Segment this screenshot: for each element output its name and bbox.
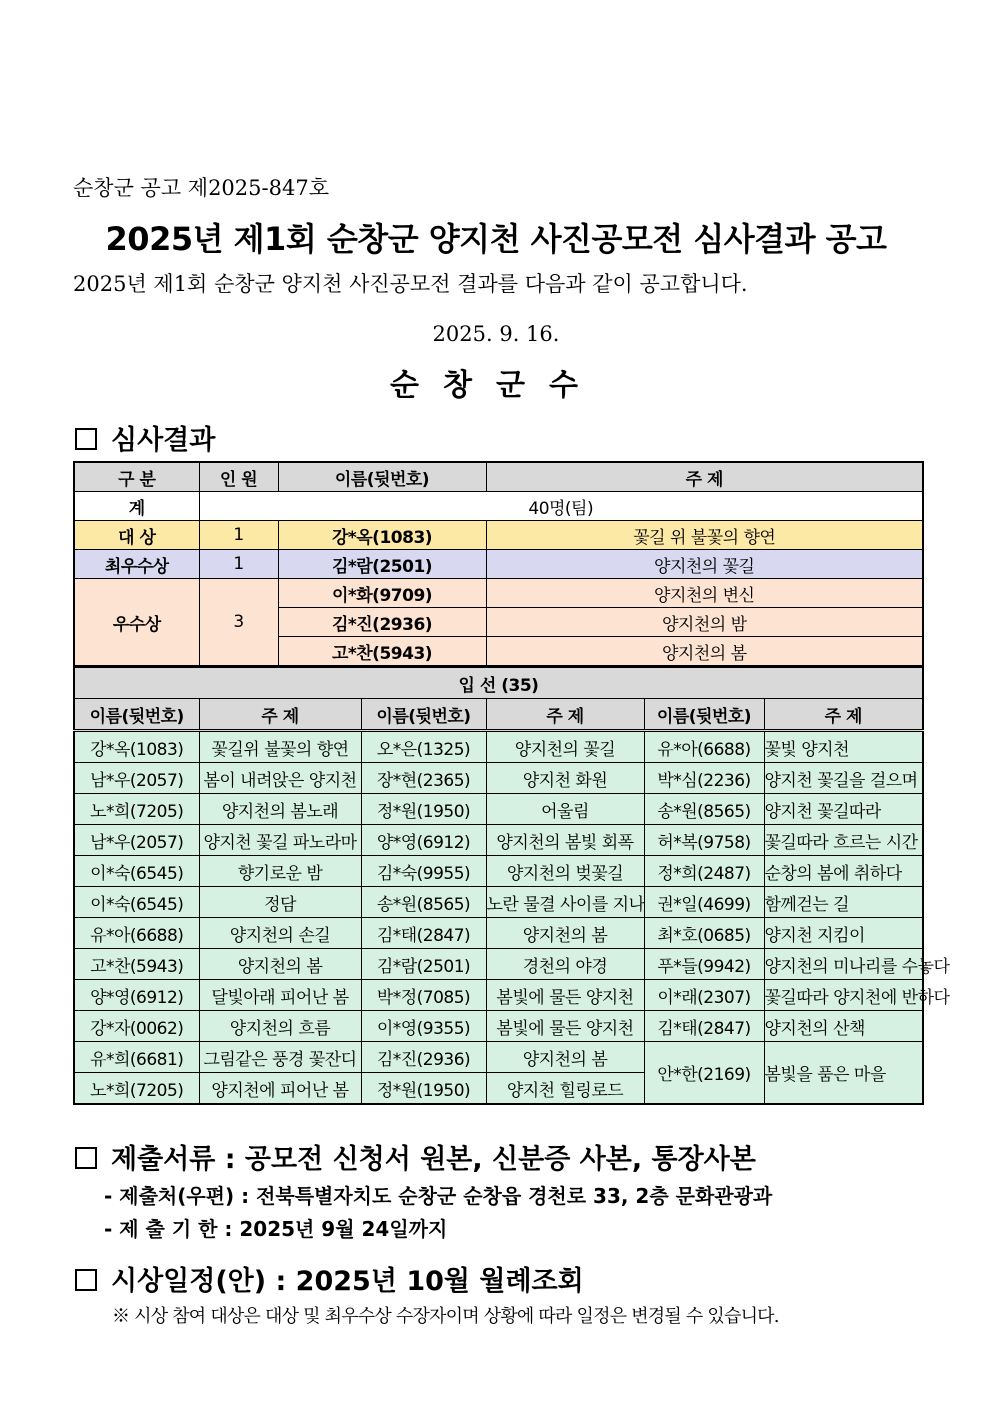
header-count: 인 원 [199, 462, 278, 492]
entrant-name: 푸*들(9942) [644, 949, 764, 980]
entrant-name: 김*진(2936) [361, 1042, 486, 1073]
issuer: 순창군수 [390, 368, 602, 403]
header-name: 이름(뒷번호) [74, 699, 199, 731]
table-header-row [74, 462, 923, 492]
header-theme: 주 제 [486, 462, 923, 492]
entrant-name: 정*원(1950) [361, 1073, 486, 1105]
ceremony-heading-text: 시상일정(안) : 2025년 10월 월례조회 [111, 1266, 584, 1297]
entry-theme: 함께걷는 길 [764, 887, 923, 918]
entrant-name: 김*태(2847) [644, 1011, 764, 1042]
entrant-name: 허*복(9758) [644, 825, 764, 856]
entry-theme: 어울림 [486, 794, 644, 825]
checkbox-square-icon [75, 428, 97, 450]
entrant-name: 이*영(9355) [361, 1011, 486, 1042]
entrant-name: 송*원(8565) [361, 887, 486, 918]
table-row [74, 731, 923, 763]
award-count: 3 [199, 579, 278, 667]
winner-theme: 양지천의 변신 [486, 579, 923, 608]
entry-theme: 봄빛에 물든 양지천 [486, 980, 644, 1011]
entrant-name: 정*원(1950) [361, 794, 486, 825]
entry-theme: 양지천에 피어난 봄 [199, 1073, 361, 1105]
header-name: 이름(뒷번호) [278, 462, 486, 492]
entry-theme: 양지천의 흐름 [199, 1011, 361, 1042]
total-value: 40명(팀) [199, 492, 923, 521]
entry-theme: 양지천의 봄 [486, 1042, 644, 1073]
entrant-name: 박*정(7085) [361, 980, 486, 1011]
entrant-name: 노*희(7205) [74, 794, 199, 825]
checkbox-square-icon [75, 1269, 97, 1291]
table-row [74, 980, 923, 1011]
intro-text: 2025년 제1회 순창군 양지천 사진공모전 결과를 다음과 같이 공고합니다. [73, 272, 748, 296]
header-name: 이름(뒷번호) [644, 699, 764, 731]
entrant-name: 노*희(7205) [74, 1073, 199, 1105]
entry-theme: 노란 물결 사이를 지나 [486, 887, 644, 918]
winner-theme: 양지천의 밤 [486, 608, 923, 637]
winner-name: 김*진(2936) [278, 608, 486, 637]
header-theme: 주 제 [199, 699, 361, 731]
entry-theme: 양지천 꽃길따라 [764, 794, 923, 825]
table-row [74, 1042, 923, 1073]
entry-theme: 그림같은 풍경 꽃잔디 [199, 1042, 361, 1073]
ceremony-note: ※ 시상 참여 대상은 대상 및 최우수상 수장자이며 상황에 따라 일정은 변경될 수 있습니다. [112, 1306, 779, 1327]
entrant-name: 장*현(2365) [361, 763, 486, 794]
entry-theme: 꽃길따라 흐르는 시간 [764, 825, 923, 856]
entrant-name: 오*은(1325) [361, 731, 486, 763]
entrant-name: 이*숙(6545) [74, 856, 199, 887]
table-row [74, 825, 923, 856]
entry-theme: 봄이 내려앉은 양지천 [199, 763, 361, 794]
entrant-name: 박*심(2236) [644, 763, 764, 794]
notice-number: 순창군 공고 제2025-847호 [73, 176, 329, 200]
documents-heading [75, 1137, 756, 1176]
entry-theme: 꽃길따라 양지천에 반하다 [764, 980, 923, 1011]
entry-theme: 양지천의 미나리를 수놓다 [764, 949, 923, 980]
notice-date: 2025. 9. 16. [432, 322, 560, 346]
entrant-name: 안*한(2169) [644, 1042, 764, 1105]
entrant-name: 이*래(2307) [644, 980, 764, 1011]
entry-theme: 양지천 지킴이 [764, 918, 923, 949]
selected-label-row [74, 667, 923, 699]
entry-theme: 양지천의 손길 [199, 918, 361, 949]
checkbox-square-icon [75, 1147, 97, 1169]
header-theme: 주 제 [486, 699, 644, 731]
entrant-name: 김*람(2501) [361, 949, 486, 980]
entrant-name: 유*아(6688) [74, 918, 199, 949]
award-label: 대 상 [74, 521, 199, 550]
submission-place: - 제출처(우편) : 전북특별자치도 순창군 순창읍 경천로 33, 2층 문화관광과 [104, 1184, 773, 1208]
table-row [74, 856, 923, 887]
merit-prize-row [74, 579, 923, 608]
entry-theme: 달빛아래 피어난 봄 [199, 980, 361, 1011]
selected-table [73, 666, 950, 1105]
award-count: 1 [199, 550, 278, 579]
header-name: 이름(뒷번호) [361, 699, 486, 731]
entry-theme: 양지천의 봄빛 회폭 [486, 825, 644, 856]
table-row [74, 918, 923, 949]
page-title: 2025년 제1회 순창군 양지천 사진공모전 심사결과 공고 [105, 220, 887, 258]
entrant-name: 유*희(6681) [74, 1042, 199, 1073]
entry-theme: 양지천 힐링로드 [486, 1073, 644, 1105]
table-row [74, 794, 923, 825]
table-row [74, 949, 923, 980]
section-result-label: 심사결과 [111, 425, 216, 456]
entrant-name: 김*숙(9955) [361, 856, 486, 887]
entrant-name: 송*원(8565) [644, 794, 764, 825]
entrant-name: 강*자(0062) [74, 1011, 199, 1042]
documents-heading-text: 제출서류 : 공모전 신청서 원본, 신분증 사본, 통장사본 [111, 1144, 756, 1175]
section-result-heading [75, 418, 215, 457]
entry-theme: 양지천의 벚꽃길 [486, 856, 644, 887]
entrant-name: 최*호(0685) [644, 918, 764, 949]
entry-theme: 양지천의 봄 [486, 918, 644, 949]
entry-theme: 양지천의 봄노래 [199, 794, 361, 825]
entry-theme: 양지천의 봄 [199, 949, 361, 980]
entry-theme: 양지천 꽃길 파노라마 [199, 825, 361, 856]
entrant-name: 강*옥(1083) [74, 731, 199, 763]
award-count: 1 [199, 521, 278, 550]
selected-header-row [74, 699, 923, 731]
entry-theme: 양지천의 꽃길 [486, 731, 644, 763]
grand-prize-row [74, 521, 923, 550]
entrant-name: 남*우(2057) [74, 825, 199, 856]
header-category: 구 분 [74, 462, 199, 492]
header-theme: 주 제 [764, 699, 923, 731]
winner-name: 김*람(2501) [278, 550, 486, 579]
entrant-name: 김*태(2847) [361, 918, 486, 949]
entry-theme: 양지천 화원 [486, 763, 644, 794]
selected-label: 입 선 (35) [74, 667, 923, 699]
entrant-name: 남*우(2057) [74, 763, 199, 794]
entrant-name: 고*찬(5943) [74, 949, 199, 980]
entrant-name: 권*일(4699) [644, 887, 764, 918]
ceremony-heading [75, 1259, 584, 1298]
winner-name: 강*옥(1083) [278, 521, 486, 550]
award-label: 우수상 [74, 579, 199, 667]
entry-theme: 순창의 봄에 취하다 [764, 856, 923, 887]
entry-theme: 경천의 야경 [486, 949, 644, 980]
winner-name: 고*찬(5943) [278, 637, 486, 667]
submission-deadline: - 제 출 기 한 : 2025년 9월 24일까지 [104, 1217, 448, 1241]
entrant-name: 정*희(2487) [644, 856, 764, 887]
award-label: 최우수상 [74, 550, 199, 579]
summary-table [73, 461, 924, 667]
entry-theme: 양지천 꽃길을 걸으며 [764, 763, 923, 794]
total-row [74, 492, 923, 521]
entry-theme: 꽃빛 양지천 [764, 731, 923, 763]
total-label: 계 [74, 492, 199, 521]
entrant-name: 양*영(6912) [74, 980, 199, 1011]
entry-theme: 정담 [199, 887, 361, 918]
table-row [74, 1011, 923, 1042]
entrant-name: 이*숙(6545) [74, 887, 199, 918]
excellence-prize-row [74, 550, 923, 579]
table-row [74, 887, 923, 918]
table-row [74, 763, 923, 794]
entry-theme: 양지천의 산책 [764, 1011, 923, 1042]
entry-theme: 봄빛에 물든 양지천 [486, 1011, 644, 1042]
winner-name: 이*화(9709) [278, 579, 486, 608]
entrant-name: 양*영(6912) [361, 825, 486, 856]
entrant-name: 유*아(6688) [644, 731, 764, 763]
entry-theme: 향기로운 밤 [199, 856, 361, 887]
entry-theme: 봄빛을 품은 마을 [764, 1042, 923, 1105]
entry-theme: 꽃길위 불꽃의 향연 [199, 731, 361, 763]
winner-theme: 양지천의 봄 [486, 637, 923, 667]
winner-theme: 양지천의 꽃길 [486, 550, 923, 579]
winner-theme: 꽃길 위 불꽃의 향연 [486, 521, 923, 550]
